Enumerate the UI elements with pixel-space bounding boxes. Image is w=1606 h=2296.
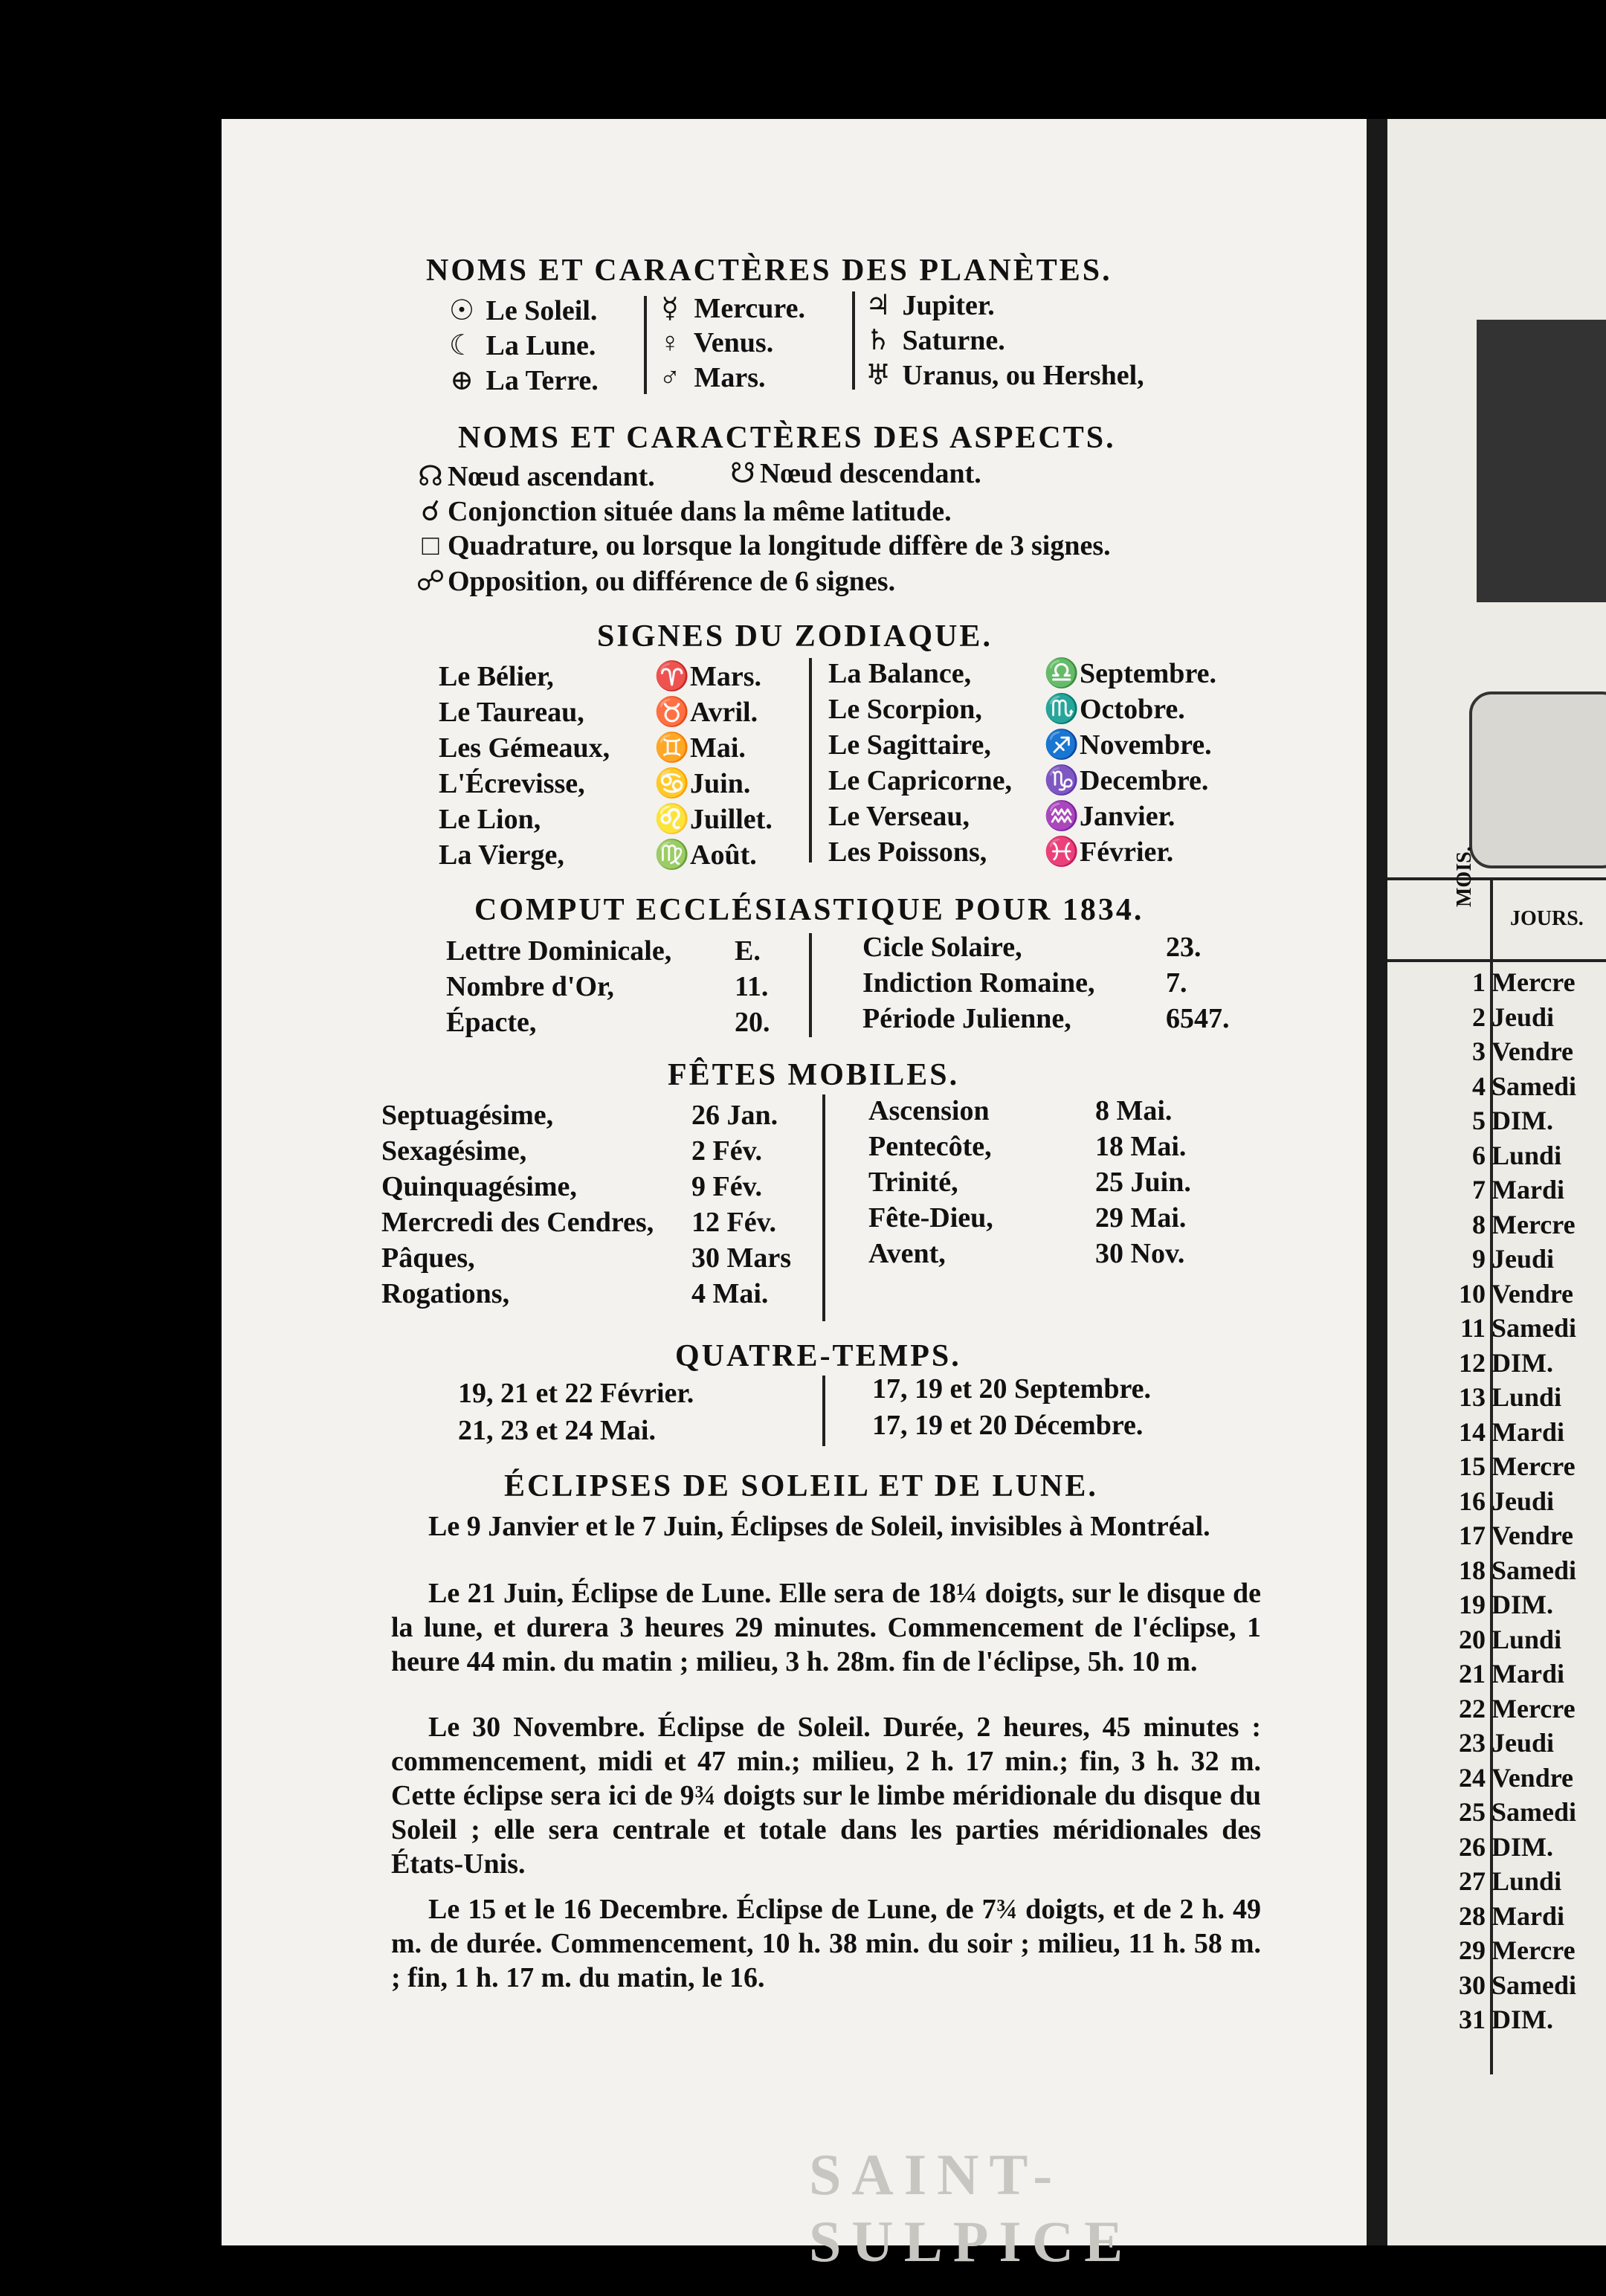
book-spine [1367, 119, 1387, 2245]
quatre-temps-entry: 17, 19 et 20 Septembre. [872, 1373, 1152, 1405]
entry-label: Avent, [868, 1238, 946, 1269]
day-number: 22 [1459, 1693, 1486, 1723]
planet-entry: ☿ Mercure. [653, 291, 805, 325]
day-number: 18 [1459, 1555, 1486, 1585]
entry-value: 11. [735, 971, 769, 1002]
calendar-row [1441, 1278, 1573, 1309]
zodiac-sign-name: Les Gémeaux, [439, 732, 610, 764]
day-name: DIM. [1491, 1831, 1553, 1862]
day-name: Mercre [1491, 1693, 1576, 1723]
calendar-row [1441, 1174, 1564, 1205]
zodiac-month: Juin. [690, 768, 751, 799]
zodiac-title: SIGNES DU ZODIAQUE. [597, 619, 993, 654]
day-number: 21 [1459, 1659, 1486, 1689]
eclipse-paragraph: Le 15 et le 16 Decembre. Éclipse de Lune, de 7¾ doigts, et de 2 h. 49 m. de durée. Commencement, 10 h. 38 min. du soir ; milieu, 11 h. 58 m. ; fin, 1 h. 17 m. du matin, le 16. [391, 1894, 1261, 1993]
column-divider [822, 1376, 825, 1446]
zodiac-month: Février. [1080, 836, 1174, 868]
calendar-row [1441, 1486, 1554, 1517]
day-name: Lundi [1491, 1382, 1562, 1412]
entry-value: 8 Mai. [1095, 1095, 1173, 1126]
calendar-row [1441, 1658, 1564, 1689]
day-name: Samedi [1491, 1555, 1577, 1585]
calendar-row [1441, 1381, 1561, 1413]
moon-icon: ☾ [448, 330, 475, 361]
quatre-temps-entry: 21, 23 et 24 Mai. [458, 1415, 656, 1446]
day-name: Lundi [1491, 1866, 1562, 1896]
day-number: 14 [1459, 1416, 1486, 1447]
entry-label: Lettre Dominicale, [446, 935, 672, 967]
planet-entry: ☉ Le Soleil. [445, 294, 597, 327]
day-number: 28 [1459, 1900, 1486, 1931]
day-number: 31 [1459, 2005, 1486, 2034]
calendar-row [1441, 1520, 1573, 1551]
entry-label: Mercredi des Cendres, [381, 1207, 654, 1238]
calendar-row [1441, 1624, 1561, 1655]
entry-value: 4 Mai. [691, 1278, 769, 1309]
aspect-entry: □ Quadrature, ou lorsque la longitude diffère de 3 signes. [413, 529, 1111, 562]
day-name: Mercre [1491, 1451, 1576, 1481]
entry-value: 20. [735, 1007, 770, 1038]
column-divider [809, 658, 812, 862]
zodiac-sign-name: Le Taureau, [439, 697, 584, 728]
zodiac-month: Decembre. [1080, 765, 1209, 796]
day-name: DIM. [1491, 2005, 1553, 2034]
day-number: 4 [1472, 1071, 1486, 1101]
column-divider [852, 291, 855, 390]
aspects-title: NOMS ET CARACTÈRES DES ASPECTS. [458, 421, 1116, 455]
entry-label: Épacte, [446, 1007, 537, 1038]
day-name: Mercre [1491, 1935, 1576, 1965]
column-divider [644, 296, 647, 394]
opposition-icon: ☍ [416, 566, 445, 597]
day-number: 16 [1459, 1486, 1486, 1516]
day-number: 5 [1472, 1106, 1486, 1135]
entry-value: 30 Mars [691, 1242, 792, 1274]
day-number: 1 [1472, 967, 1486, 997]
calendar-row [1441, 1036, 1573, 1067]
fetes-title: FÊTES MOBILES. [668, 1058, 960, 1092]
mercury-icon: ☿ [661, 293, 679, 324]
day-number: 24 [1459, 1762, 1486, 1793]
calendar-row [1441, 2004, 1553, 2035]
entry-value: 9 Fév. [691, 1171, 762, 1202]
quatre-temps-entry: 19, 21 et 22 Février. [458, 1378, 694, 1409]
day-number: 17 [1459, 1521, 1486, 1550]
calendar-row [1441, 1589, 1553, 1620]
day-name: Vendre [1491, 1762, 1574, 1793]
zodiac-month: Octobre. [1080, 694, 1185, 725]
table-rule [1387, 959, 1606, 962]
calendar-row [1441, 1796, 1576, 1828]
day-number: 13 [1459, 1382, 1486, 1412]
calendar-row [1441, 1693, 1576, 1724]
entry-label: Nombre d'Or, [446, 971, 614, 1002]
calendar-row [1441, 1727, 1554, 1758]
day-name: Jeudi [1491, 1728, 1555, 1758]
entry-value: E. [735, 935, 761, 967]
mars-icon: ♂ [659, 362, 681, 393]
venus-icon: ♀ [659, 327, 681, 358]
entry-label: Pâques, [381, 1242, 475, 1274]
zodiac-month: Novembre. [1080, 729, 1212, 761]
calendar-row [1441, 1416, 1564, 1448]
jupiter-icon: ♃ [865, 290, 891, 321]
zodiac-sign-name: Le Sagittaire, [828, 729, 991, 761]
calendar-row [1441, 1243, 1554, 1274]
zodiac-sign-icon: ♋ [654, 768, 690, 799]
entry-label: Rogations, [381, 1278, 510, 1309]
calendar-row [1441, 1866, 1561, 1897]
day-number: 25 [1459, 1797, 1486, 1827]
entry-value: 26 Jan. [691, 1100, 778, 1131]
day-number: 26 [1459, 1831, 1486, 1862]
day-number: 9 [1472, 1244, 1486, 1274]
entry-label: Fête-Dieu, [868, 1202, 993, 1234]
table-rule [1387, 877, 1606, 880]
entry-label: Cicle Solaire, [862, 932, 1022, 963]
day-number: 6 [1472, 1140, 1486, 1170]
calendar-row [1441, 1347, 1553, 1378]
col-jours-header: JOURS. [1510, 907, 1584, 930]
perforated-stamp: SAINT-SULPICE [809, 2142, 1134, 2274]
day-number: 30 [1459, 1970, 1486, 2000]
entry-value: 18 Mai. [1095, 1131, 1187, 1162]
planets-title: NOMS ET CARACTÈRES DES PLANÈTES. [426, 254, 1112, 288]
zodiac-sign-icon: ♒ [1044, 801, 1080, 832]
day-number: 19 [1459, 1590, 1486, 1619]
aspect-entry: ☍Opposition, ou différence de 6 signes. [413, 564, 895, 598]
day-number: 8 [1472, 1209, 1486, 1239]
zodiac-month: Mai. [690, 732, 746, 764]
calendar-row [1441, 1451, 1576, 1482]
zodiac-sign-name: Le Verseau, [828, 801, 970, 832]
calendar-row [1441, 1555, 1576, 1586]
entry-value: 6547. [1166, 1003, 1230, 1034]
day-number: 3 [1472, 1036, 1486, 1066]
eclipse-paragraph: Le 30 Novembre. Éclipse de Soleil. Durée, 2 heures, 45 minutes : commencement, midi et 47 min.; milieu, 2 h. 17 min.; fin, 3 h. 32 m. Cette éclipse sera ici de 9¾ doigts sur le limbe méridionale du disque du Soleil ; elle sera centrale et totale dans les parties méridionales des États-Unis. [391, 1712, 1261, 1880]
day-number: 7 [1472, 1175, 1486, 1205]
aspect-entry: ☌ Conjonction située dans la même latitude. [413, 494, 952, 528]
quatre-temps-entry: 17, 19 et 20 Décembre. [872, 1410, 1144, 1441]
engraving-top [1477, 320, 1606, 602]
entry-value: 30 Nov. [1095, 1238, 1185, 1269]
planet-entry: ☾ La Lune. [445, 329, 596, 362]
zodiac-sign-name: Le Bélier, [439, 661, 554, 692]
calendar-row [1441, 1002, 1554, 1033]
quadrature-icon: □ [422, 530, 439, 561]
entry-value: 7. [1166, 967, 1187, 999]
zodiac-sign-name: Le Scorpion, [828, 694, 982, 725]
entry-value: 23. [1166, 932, 1202, 963]
descending-node-icon: ☋ [730, 458, 755, 489]
day-name: Lundi [1491, 1624, 1562, 1654]
zodiac-sign-icon: ♐ [1044, 729, 1080, 761]
calendar-row [1441, 1105, 1553, 1136]
day-number: 2 [1472, 1002, 1486, 1032]
day-name: DIM. [1491, 1347, 1553, 1378]
day-name: Mardi [1491, 1900, 1564, 1931]
zodiac-sign-icon: ♉ [654, 697, 690, 728]
comput-title: COMPUT ECCLÉSIASTIQUE POUR 1834. [474, 893, 1144, 927]
calendar-row [1441, 1312, 1576, 1344]
planet-entry: ♅ Uranus, ou Hershel, [861, 358, 1144, 392]
zodiac-sign-icon: ♓ [1044, 836, 1080, 868]
aspect-entry: ☊ Nœud ascendant. [413, 459, 655, 493]
day-name: DIM. [1491, 1590, 1553, 1619]
day-name: Vendre [1491, 1036, 1574, 1066]
uranus-icon: ♅ [865, 360, 891, 391]
entry-value: 29 Mai. [1095, 1202, 1187, 1234]
day-name: Samedi [1491, 1071, 1577, 1101]
planet-entry: ♄ Saturne. [861, 323, 1005, 357]
day-number: 15 [1459, 1451, 1486, 1481]
zodiac-month: Septembre. [1080, 658, 1216, 689]
zodiac-sign-name: Les Poissons, [828, 836, 987, 868]
eclipse-paragraph: Le 21 Juin, Éclipse de Lune. Elle sera de 18¼ doigts, sur le disque de la lune, et durera 3 heures 29 minutes. Commencement de l'éclipse, 1 heure 44 min. du matin ; milieu, 3 h. 28m. fin de l'éclipse, 5h. 10 m. [391, 1578, 1261, 1677]
day-name: Mardi [1491, 1659, 1564, 1689]
zodiac-sign-name: Le Lion, [439, 804, 541, 835]
eclipse-paragraph: Le 9 Janvier et le 7 Juin, Éclipses de Soleil, invisibles à Montréal. [428, 1511, 1210, 1542]
zodiac-month: Juillet. [690, 804, 773, 835]
planet-entry: ⊕ La Terre. [445, 364, 599, 397]
quatre-temps-title: QUATRE-TEMPS. [675, 1339, 961, 1373]
day-number: 29 [1459, 1935, 1486, 1965]
zodiac-month: Janvier. [1080, 801, 1176, 832]
day-name: Samedi [1491, 1970, 1577, 2000]
entry-label: Sexagésime, [381, 1135, 527, 1167]
entry-label: Indiction Romaine, [862, 967, 1095, 999]
zodiac-month: Mars. [690, 661, 762, 692]
zodiac-month: Août. [690, 839, 757, 871]
calendar-row [1441, 1140, 1561, 1171]
conjunction-icon: ☌ [421, 496, 440, 527]
planet-entry: ♂ Mars. [653, 361, 766, 394]
sun-icon: ☉ [448, 295, 475, 326]
zodiac-sign-name: La Vierge, [439, 839, 564, 871]
entry-label: Pentecôte, [868, 1131, 992, 1162]
entry-label: Ascension [868, 1095, 990, 1126]
entry-value: 2 Fév. [691, 1135, 762, 1167]
day-number: 27 [1459, 1866, 1486, 1896]
calendar-row [1441, 967, 1576, 998]
entry-label: Trinité, [868, 1167, 958, 1198]
day-number: 12 [1459, 1347, 1486, 1378]
almanac-page [222, 119, 1367, 2274]
aspect-entry: ☋ Nœud descendant. [726, 457, 981, 490]
entry-label: Septuagésime, [381, 1100, 554, 1131]
saturn-icon: ♄ [865, 325, 891, 356]
eclipses-title: ÉCLIPSES DE SOLEIL ET DE LUNE. [504, 1469, 1098, 1503]
day-name: Mercre [1491, 967, 1576, 997]
zodiac-sign-icon: ♌ [654, 804, 690, 835]
engraving-bottom [1469, 691, 1606, 868]
column-divider [822, 1094, 825, 1321]
zodiac-sign-icon: ♊ [654, 732, 690, 764]
calendar-row [1441, 1209, 1576, 1240]
day-name: Samedi [1491, 1797, 1577, 1827]
calendar-row [1441, 1900, 1564, 1932]
day-name: Mercre [1491, 1209, 1576, 1239]
earth-icon: ⊕ [450, 365, 474, 396]
zodiac-sign-name: La Balance, [828, 658, 972, 689]
day-name: Jeudi [1491, 1486, 1555, 1516]
day-name: Mardi [1491, 1416, 1564, 1447]
day-name: Vendre [1491, 1521, 1574, 1550]
zodiac-month: Avril. [690, 697, 758, 728]
calendar-row [1441, 1935, 1576, 1966]
day-name: Mardi [1491, 1175, 1564, 1205]
column-divider [809, 933, 812, 1037]
ascending-node-icon: ☊ [418, 461, 443, 492]
calendar-page [1387, 119, 1606, 2245]
zodiac-sign-name: Le Capricorne, [828, 765, 1012, 796]
entry-label: Période Julienne, [862, 1003, 1071, 1034]
zodiac-sign-name: L'Écrevisse, [439, 768, 585, 799]
entry-label: Quinquagésime, [381, 1171, 577, 1202]
day-number: 11 [1460, 1313, 1486, 1343]
calendar-row [1441, 1970, 1576, 2001]
entry-value: 12 Fév. [691, 1207, 776, 1238]
day-name: Vendre [1491, 1278, 1574, 1309]
day-number: 23 [1459, 1728, 1486, 1758]
calendar-row [1441, 1762, 1573, 1793]
day-number: 20 [1459, 1624, 1486, 1654]
planet-entry: ♃ Jupiter. [861, 288, 995, 322]
zodiac-sign-icon: ♑ [1044, 765, 1080, 796]
calendar-row [1441, 1831, 1553, 1863]
day-name: Jeudi [1491, 1002, 1555, 1032]
day-name: Lundi [1491, 1140, 1562, 1170]
entry-value: 25 Juin. [1095, 1167, 1191, 1198]
day-number: 10 [1459, 1278, 1486, 1309]
day-name: Samedi [1491, 1313, 1577, 1343]
zodiac-sign-icon: ♏ [1044, 694, 1080, 725]
col-mois-header: MOIS. [1453, 846, 1476, 907]
planet-entry: ♀ Venus. [653, 326, 773, 359]
zodiac-sign-icon: ♈ [654, 661, 690, 692]
calendar-row [1441, 1071, 1576, 1102]
day-name: DIM. [1491, 1106, 1553, 1135]
zodiac-sign-icon: ♍ [654, 839, 690, 871]
zodiac-sign-icon: ♎ [1044, 658, 1080, 689]
day-name: Jeudi [1491, 1244, 1555, 1274]
